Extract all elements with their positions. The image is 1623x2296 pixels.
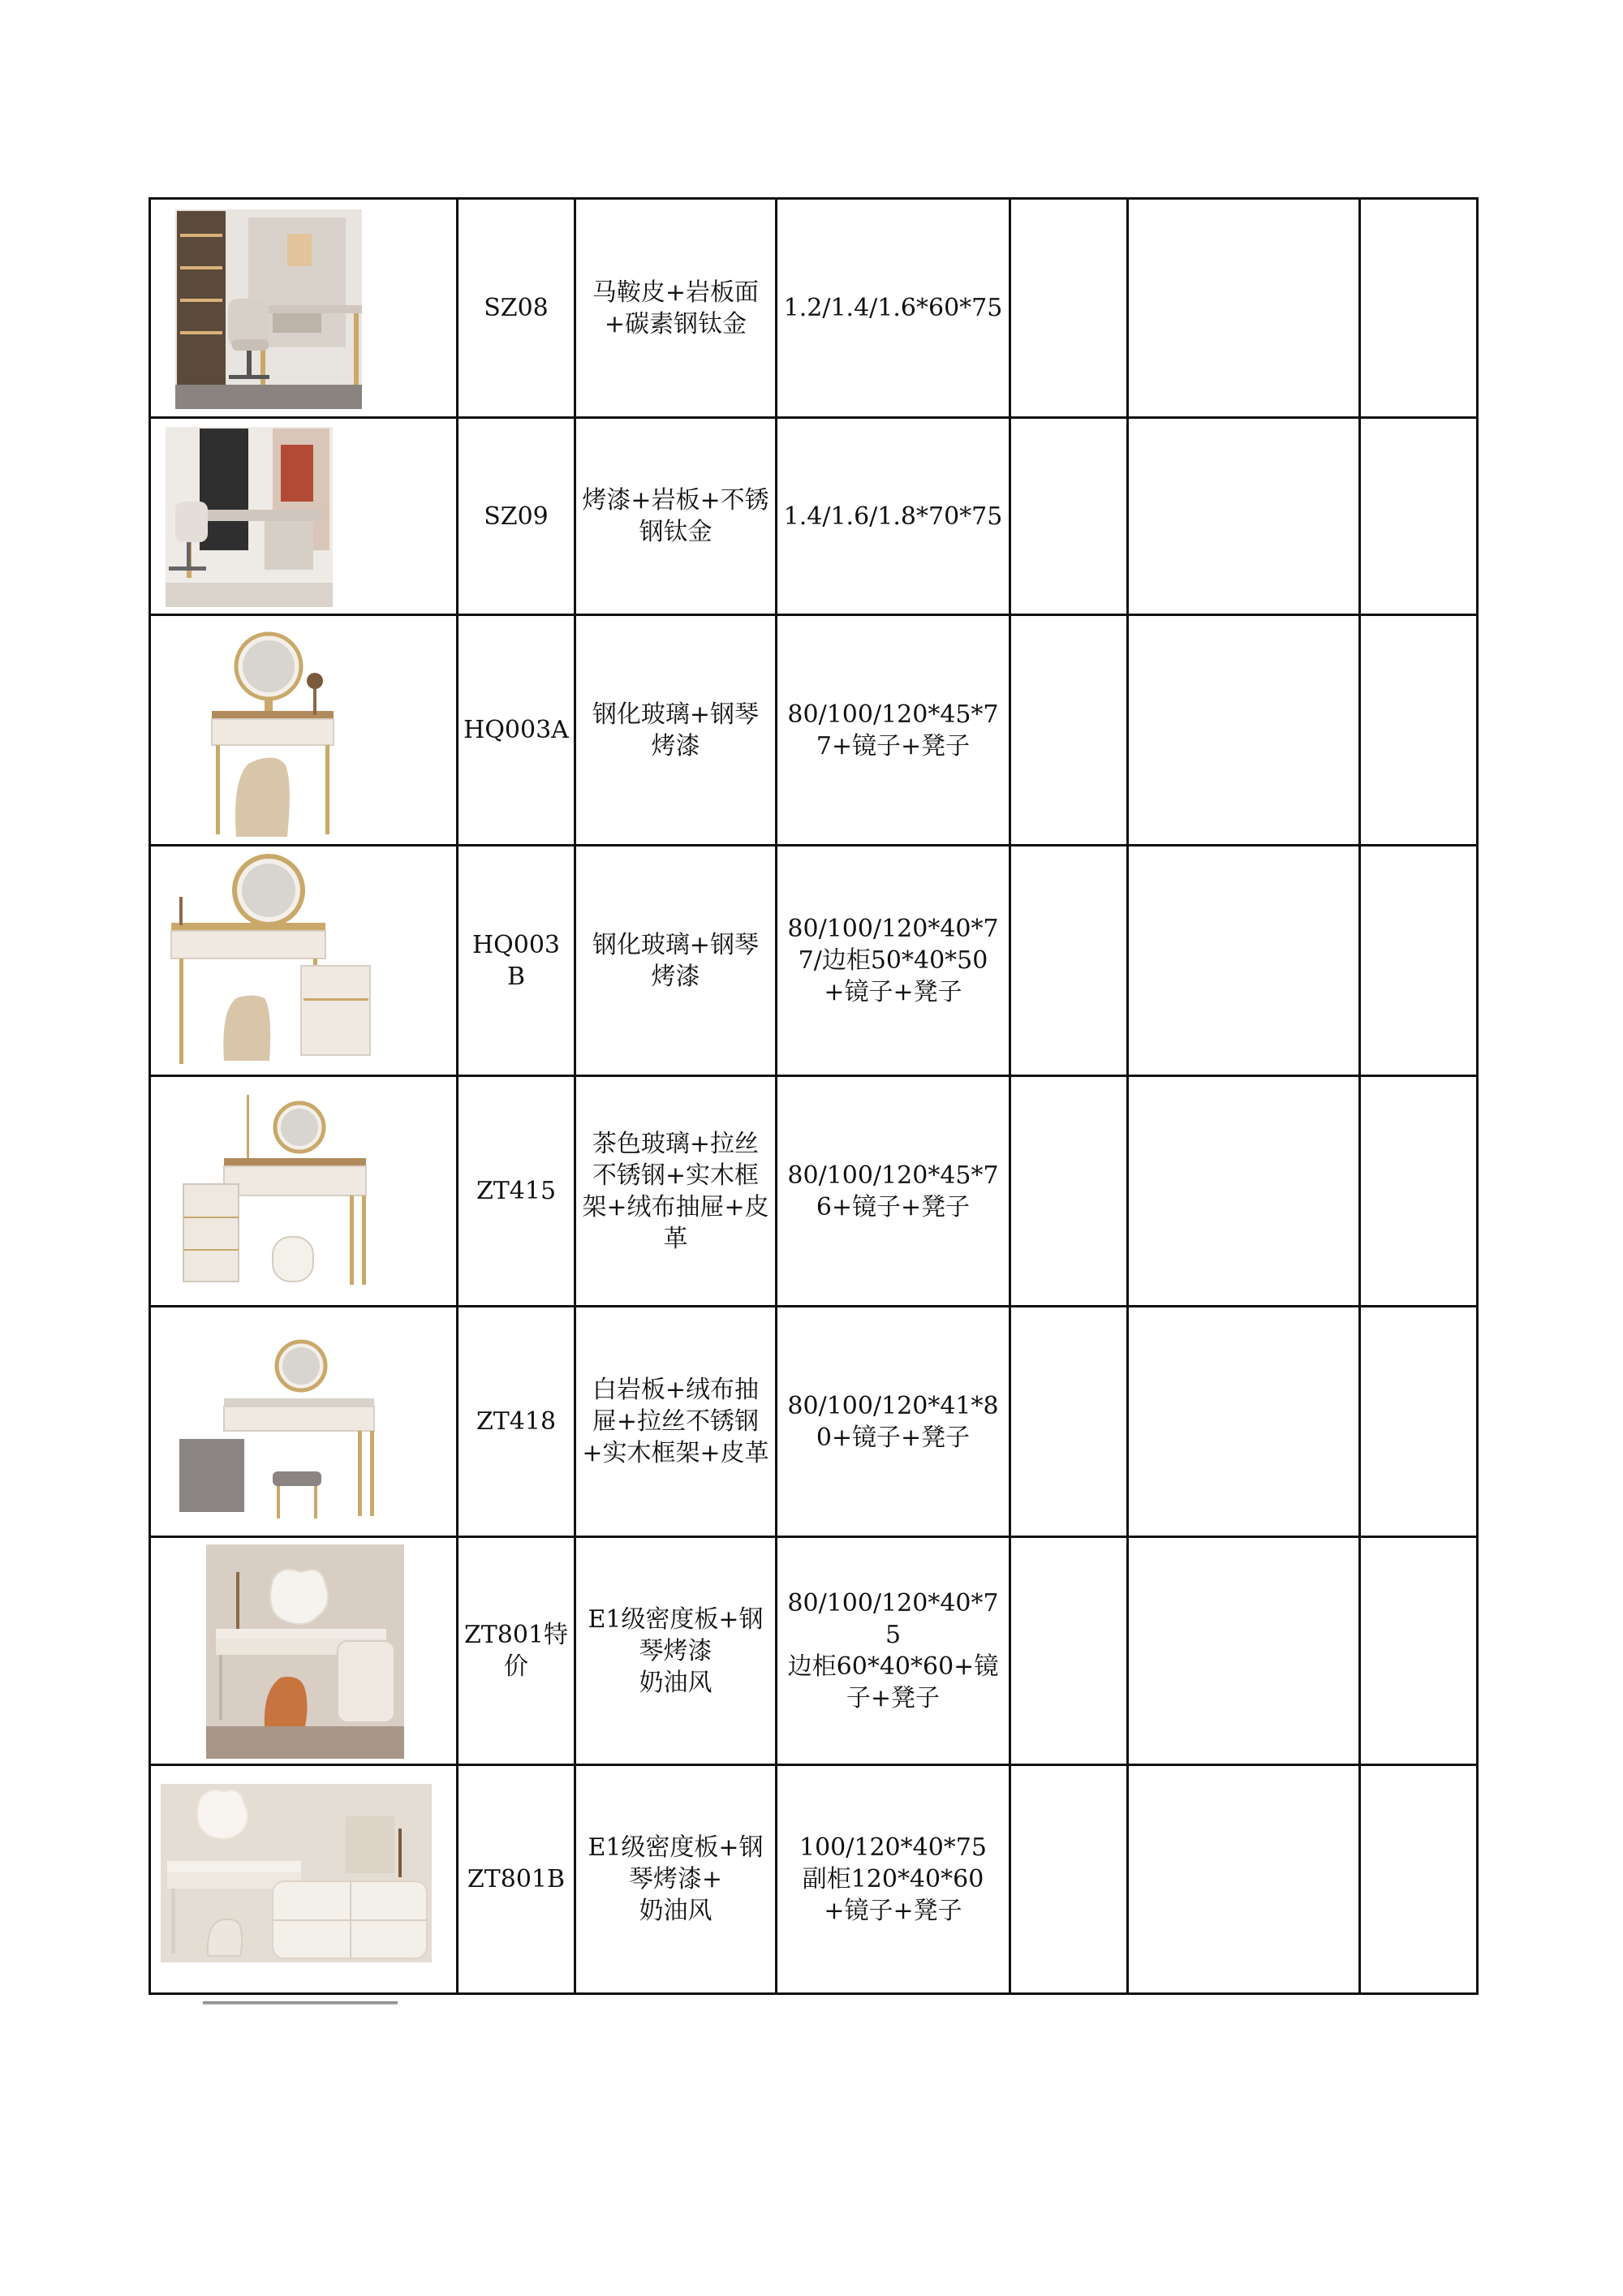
table-row	[150, 199, 1478, 418]
product-material: 白岩板+绒布抽屉+拉丝不锈钢+实木框架+皮革	[575, 1307, 777, 1537]
empty-cell	[1010, 1537, 1128, 1765]
stray-image-edge	[203, 2001, 398, 2005]
table-row	[150, 846, 1478, 1076]
product-photo-cell	[150, 1076, 458, 1307]
empty-cell	[1010, 418, 1128, 615]
product-material: 钢化玻璃+钢琴烤漆	[575, 846, 777, 1076]
empty-cell	[1128, 1307, 1360, 1537]
product-material: E1级密度板+钢琴烤漆+ 奶油风	[575, 1765, 777, 1994]
product-size: 100/120*40*75 副柜120*40*60+镜子+凳子	[777, 1765, 1010, 1994]
product-photo-cell	[150, 1765, 458, 1994]
product-material: 马鞍皮+岩板面+碳素钢钛金	[575, 199, 777, 418]
table-row	[150, 418, 1478, 615]
product-material: 茶色玻璃+拉丝不锈钢+实木框架+绒布抽屉+皮革	[575, 1076, 777, 1307]
product-photo-cell	[150, 615, 458, 846]
table-row	[150, 1076, 1478, 1307]
cream-vanity-long-cabinet-photo	[151, 1768, 458, 1992]
empty-cell	[1360, 1076, 1478, 1307]
product-code: HQ003A	[458, 615, 575, 846]
product-code: ZT418	[458, 1307, 575, 1537]
product-code: SZ08	[458, 199, 575, 418]
vanity-with-grey-stool-photo	[151, 1309, 458, 1535]
empty-cell	[1360, 1307, 1478, 1537]
product-code: ZT801特价	[458, 1537, 575, 1765]
product-size: 1.4/1.6/1.8*70*75	[777, 418, 1010, 615]
product-photo-cell	[150, 199, 458, 418]
empty-cell	[1128, 1537, 1360, 1765]
empty-cell	[1010, 1076, 1128, 1307]
empty-cell	[1360, 1765, 1478, 1994]
product-size: 80/100/120*40*77/边柜50*40*50+镜子+凳子	[777, 846, 1010, 1076]
product-size: 80/100/120*41*80+镜子+凳子	[777, 1307, 1010, 1537]
empty-cell	[1128, 615, 1360, 846]
product-photo-cell	[150, 418, 458, 615]
product-size: 80/100/120*45*76+镜子+凳子	[777, 1076, 1010, 1307]
empty-cell	[1010, 199, 1128, 418]
product-size: 1.2/1.4/1.6*60*75	[777, 199, 1010, 418]
table-row	[150, 1765, 1478, 1994]
cream-vanity-orange-stool-photo	[151, 1540, 458, 1763]
empty-cell	[1128, 418, 1360, 615]
vanity-with-drawers-photo	[151, 1079, 458, 1304]
empty-cell	[1360, 1537, 1478, 1765]
empty-cell	[1128, 1076, 1360, 1307]
empty-cell	[1360, 846, 1478, 1076]
empty-cell	[1010, 846, 1128, 1076]
empty-cell	[1010, 1765, 1128, 1994]
table-row	[150, 615, 1478, 846]
empty-cell	[1128, 1765, 1360, 1994]
product-code: SZ09	[458, 418, 575, 615]
product-code: ZT415	[458, 1076, 575, 1307]
product-photo-cell	[150, 1537, 458, 1765]
product-table	[149, 197, 1479, 1995]
empty-cell	[1360, 199, 1478, 418]
product-code: ZT801B	[458, 1765, 575, 1994]
vanity-with-round-mirror-photo	[151, 618, 458, 843]
empty-cell	[1360, 615, 1478, 846]
empty-cell	[1010, 615, 1128, 846]
product-photo-cell	[150, 1307, 458, 1537]
product-photo-cell	[150, 846, 458, 1076]
office-desk-with-cabinet-photo	[151, 420, 458, 612]
product-material: 烤漆+岩板+不锈钢钛金	[575, 418, 777, 615]
empty-cell	[1010, 1307, 1128, 1537]
product-material: E1级密度板+钢琴烤漆 奶油风	[575, 1537, 777, 1765]
product-code: HQ003B	[458, 846, 575, 1076]
vanity-with-side-cabinet-photo	[151, 848, 458, 1074]
product-size: 80/100/120*40*75 边柜60*40*60+镜子+凳子	[777, 1537, 1010, 1765]
empty-cell	[1360, 418, 1478, 615]
empty-cell	[1128, 199, 1360, 418]
table-row	[150, 1307, 1478, 1537]
table-row	[150, 1537, 1478, 1765]
empty-cell	[1128, 846, 1360, 1076]
office-desk-with-chair-photo	[151, 201, 458, 416]
product-material: 钢化玻璃+钢琴烤漆	[575, 615, 777, 846]
product-size: 80/100/120*45*77+镜子+凳子	[777, 615, 1010, 846]
